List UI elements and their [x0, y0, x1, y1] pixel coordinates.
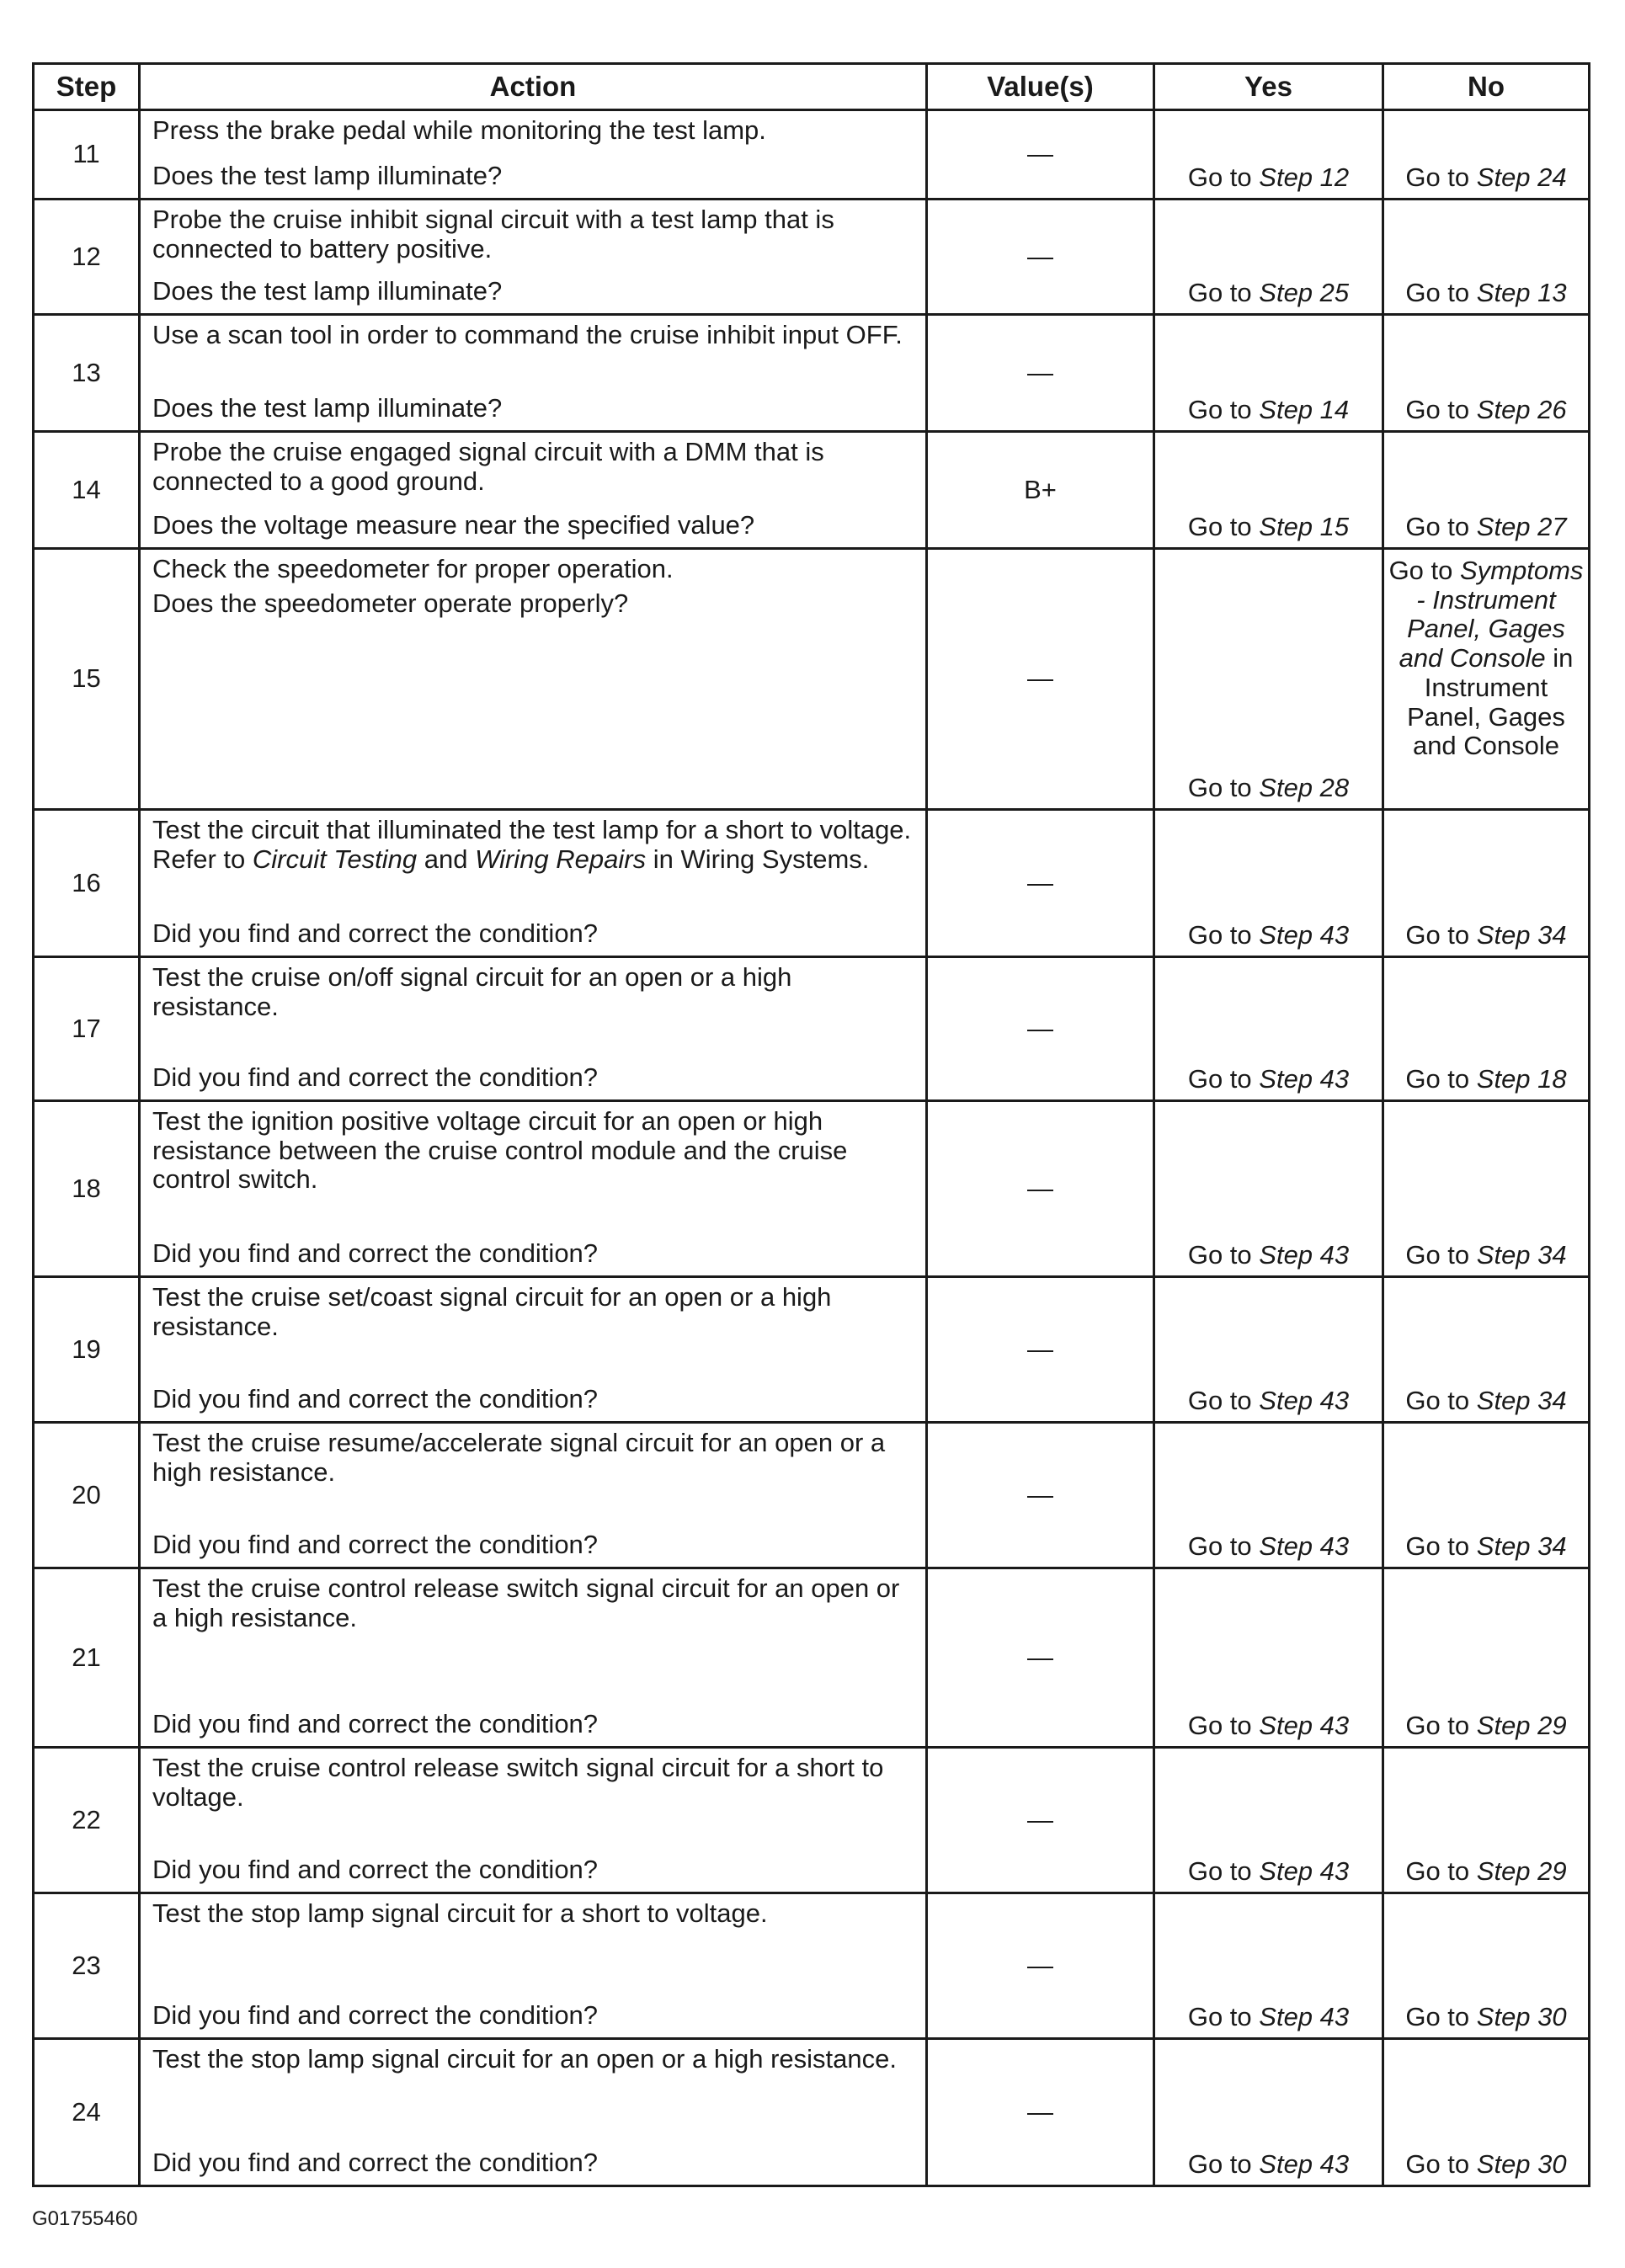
goto-prefix: Go to: [1187, 395, 1260, 425]
yes-cell: [1154, 1748, 1383, 1893]
action-cell: [140, 432, 927, 549]
table-header-row: [34, 64, 1590, 110]
goto-step-link[interactable]: Step 30: [1476, 2149, 1567, 2180]
goto-step-link[interactable]: Step 12: [1259, 162, 1350, 193]
action-cell: [140, 315, 927, 432]
table-row: [34, 315, 1590, 432]
step-number: 16: [34, 810, 140, 957]
action-text: [152, 816, 917, 874]
yes-cell: [1154, 549, 1383, 810]
table-row: [34, 1101, 1590, 1277]
goto-prefix: Go to: [1405, 1711, 1477, 1741]
step-number: 14: [34, 432, 140, 549]
table-row: [34, 957, 1590, 1101]
goto-prefix: Go to: [1405, 1240, 1477, 1270]
action-text: Probe the cruise engaged signal circuit with a DMM that is connected to a good ground.: [152, 437, 824, 496]
goto-step-link[interactable]: Step 43: [1259, 1240, 1350, 1270]
goto-step-link[interactable]: Step 15: [1259, 512, 1350, 542]
action-text: Press the brake pedal while monitoring the test lamp.: [152, 115, 766, 145]
step-number: 13: [34, 315, 140, 432]
goto-prefix: Go to: [1187, 1240, 1260, 1270]
header-yes: Yes: [1154, 64, 1383, 110]
goto-step-link[interactable]: Step 24: [1476, 162, 1567, 193]
action-cell: [140, 1893, 927, 2039]
action-cell: [140, 1277, 927, 1423]
value-cell: —: [927, 315, 1154, 432]
goto-step-link[interactable]: Step 29: [1476, 1711, 1567, 1741]
no-cell: [1383, 200, 1590, 315]
value-cell: —: [927, 1748, 1154, 1893]
goto-step-link[interactable]: Step 27: [1476, 512, 1567, 542]
goto-prefix: Go to: [1187, 920, 1260, 950]
no-cell: [1383, 1893, 1590, 2039]
goto-prefix: Go to: [1187, 1711, 1260, 1741]
header-no: No: [1383, 64, 1590, 110]
action-text: Test the cruise control release switch signal circuit for an open or a high resistance.: [152, 1573, 900, 1632]
goto-prefix: Go to: [1187, 512, 1260, 542]
goto-middle: in: [1545, 643, 1574, 673]
no-cell: [1383, 1101, 1590, 1277]
action-text: Test the ignition positive voltage circuit for an open or high resistance between the cruise control module and the cruise control switch.: [152, 1106, 848, 1195]
action-question: Did you find and correct the condition?: [152, 918, 599, 949]
symptoms-link[interactable]: Symptoms - Instrument Panel, Gages and Console: [1399, 556, 1584, 673]
manual-section: Instrument Panel, Gages and Console: [1407, 672, 1565, 761]
action-question: Did you find and correct the condition?: [152, 2000, 599, 2031]
action-question: Did you find and correct the condition?: [152, 1855, 599, 1885]
action-cell: [140, 110, 927, 200]
goto-prefix: Go to: [1405, 2149, 1477, 2180]
goto-step-link[interactable]: Step 43: [1259, 1386, 1350, 1416]
step-number: 12: [34, 200, 140, 315]
action-cell: [140, 1101, 927, 1277]
step-number: 23: [34, 1893, 140, 2039]
yes-cell: [1154, 432, 1383, 549]
goto-prefix: Go to: [1187, 1531, 1260, 1562]
goto-prefix: Go to: [1405, 512, 1477, 542]
no-cell: [1383, 1277, 1590, 1423]
action-question: Does the voltage measure near the specified value?: [152, 510, 755, 540]
goto-prefix: Go to: [1405, 1531, 1477, 1562]
no-cell: [1383, 1568, 1590, 1748]
action-text: Test the cruise control release switch signal circuit for a short to voltage.: [152, 1753, 884, 1812]
goto-step-link[interactable]: Step 34: [1476, 1386, 1567, 1416]
goto-step-link[interactable]: Step 43: [1259, 1531, 1350, 1562]
yes-cell: [1154, 110, 1383, 200]
yes-cell: [1154, 1423, 1383, 1568]
no-cell: [1383, 432, 1590, 549]
yes-cell: [1154, 957, 1383, 1101]
action-text: Probe the cruise inhibit signal circuit with a test lamp that is connected to battery positive.: [152, 205, 834, 264]
step-number: 20: [34, 1423, 140, 1568]
table-row: [34, 810, 1590, 957]
header-values: Value(s): [927, 64, 1154, 110]
action-text: Test the stop lamp signal circuit for an open or a high resistance.: [152, 2044, 897, 2074]
value-cell: —: [927, 200, 1154, 315]
no-cell: [1383, 810, 1590, 957]
goto-prefix: Go to: [1388, 556, 1460, 585]
goto-prefix: Go to: [1405, 162, 1477, 193]
action-text-part: Test the circuit that illuminated the test lamp for a short to voltage. Refer to: [152, 815, 912, 874]
value-cell: —: [927, 110, 1154, 200]
yes-cell: [1154, 200, 1383, 315]
table-row: [34, 1568, 1590, 1748]
goto-step-link[interactable]: Step 28: [1259, 773, 1350, 803]
table-row: [34, 1893, 1590, 2039]
action-question: Did you find and correct the condition?: [152, 2148, 599, 2178]
header-action: Action: [140, 64, 927, 110]
value-cell: —: [927, 1568, 1154, 1748]
action-text: Test the cruise on/off signal circuit for an open or a high resistance.: [152, 962, 792, 1021]
goto-step-link[interactable]: Step 43: [1259, 920, 1350, 950]
goto-step-link[interactable]: Step 30: [1476, 2002, 1567, 2032]
no-cell: [1383, 549, 1590, 810]
step-number: 17: [34, 957, 140, 1101]
step-number: 22: [34, 1748, 140, 1893]
no-cell: [1383, 1423, 1590, 1568]
table-row: [34, 549, 1590, 810]
table-row: [34, 110, 1590, 200]
action-question: Does the test lamp illuminate?: [152, 393, 503, 423]
table-row: [34, 1748, 1590, 1893]
goto-prefix: Go to: [1405, 1064, 1477, 1094]
action-text: Test the cruise set/coast signal circuit for an open or a high resistance.: [152, 1282, 832, 1341]
action-question: Does the test lamp illuminate?: [152, 161, 503, 191]
value-cell: —: [927, 1423, 1154, 1568]
goto-step-link[interactable]: Step 13: [1476, 278, 1567, 308]
goto-prefix: Go to: [1405, 1856, 1477, 1887]
value-cell: —: [927, 1101, 1154, 1277]
yes-cell: [1154, 315, 1383, 432]
value-cell: B+: [927, 432, 1154, 549]
action-cell: [140, 1748, 927, 1893]
no-cell: [1383, 2039, 1590, 2186]
action-question: Did you find and correct the condition?: [152, 1709, 599, 1739]
yes-cell: [1154, 1893, 1383, 2039]
goto-step-link[interactable]: Step 34: [1476, 1240, 1567, 1270]
goto-prefix: Go to: [1187, 162, 1260, 193]
step-number: 19: [34, 1277, 140, 1423]
no-cell: [1383, 315, 1590, 432]
value-cell: —: [927, 957, 1154, 1101]
action-text: Test the stop lamp signal circuit for a short to voltage.: [152, 1898, 768, 1928]
action-cell: [140, 1423, 927, 1568]
goto-prefix: Go to: [1405, 1386, 1477, 1416]
goto-step-link[interactable]: Step 43: [1259, 2002, 1350, 2032]
step-number: 18: [34, 1101, 140, 1277]
action-question: Does the test lamp illuminate?: [152, 276, 503, 306]
goto-step-link[interactable]: Step 26: [1476, 395, 1567, 425]
step-number: 15: [34, 549, 140, 810]
goto-step-link[interactable]: Step 14: [1259, 395, 1350, 425]
no-cell: [1383, 957, 1590, 1101]
value-cell: —: [927, 2039, 1154, 2186]
action-question: Did you find and correct the condition?: [152, 1062, 599, 1093]
table-row: [34, 1423, 1590, 1568]
circuit-testing-link[interactable]: Circuit Testing: [252, 844, 418, 874]
action-cell: [140, 810, 927, 957]
yes-cell: [1154, 1277, 1383, 1423]
goto-prefix: Go to: [1405, 2002, 1477, 2032]
action-question: Does the speedometer operate properly?: [152, 588, 629, 618]
goto-prefix: Go to: [1187, 773, 1260, 803]
action-text-part: and: [417, 844, 476, 874]
action-question: Did you find and correct the condition?: [152, 1530, 599, 1560]
table-row: [34, 432, 1590, 549]
action-question: Did you find and correct the condition?: [152, 1384, 599, 1414]
action-cell: [140, 200, 927, 315]
action-text: Use a scan tool in order to command the cruise inhibit input OFF.: [152, 320, 903, 349]
goto-prefix: Go to: [1187, 1064, 1260, 1094]
figure-id: G01755460: [32, 2207, 138, 2230]
action-cell: [140, 549, 927, 810]
diagnostic-table: [32, 62, 1590, 2187]
table-row: [34, 200, 1590, 315]
goto-step-link[interactable]: Step 34: [1476, 920, 1567, 950]
action-text: Check the speedometer for proper operation.: [152, 554, 674, 583]
goto-prefix: Go to: [1187, 2149, 1260, 2180]
goto-step-link[interactable]: Step 29: [1476, 1856, 1567, 1887]
goto-step-link[interactable]: Step 34: [1476, 1531, 1567, 1562]
step-number: 24: [34, 2039, 140, 2186]
wiring-repairs-link[interactable]: Wiring Repairs: [475, 844, 647, 874]
action-cell: [140, 2039, 927, 2186]
goto-step-link[interactable]: Step 43: [1259, 1711, 1350, 1741]
value-cell: —: [927, 1277, 1154, 1423]
goto-prefix: Go to: [1405, 278, 1477, 308]
no-cell: [1383, 1748, 1590, 1893]
action-question: Did you find and correct the condition?: [152, 1238, 599, 1269]
goto-step-link[interactable]: Step 25: [1259, 278, 1350, 308]
goto-step-link[interactable]: Step 43: [1259, 1064, 1350, 1094]
table-row: [34, 2039, 1590, 2186]
action-text: Test the cruise resume/accelerate signal circuit for an open or a high resistance.: [152, 1428, 886, 1487]
goto-step-link[interactable]: Step 43: [1259, 1856, 1350, 1887]
yes-cell: [1154, 1568, 1383, 1748]
value-cell: —: [927, 1893, 1154, 2039]
goto-prefix: Go to: [1187, 1856, 1260, 1887]
goto-prefix: Go to: [1405, 920, 1477, 950]
goto-prefix: Go to: [1187, 1386, 1260, 1416]
action-cell: [140, 957, 927, 1101]
yes-cell: [1154, 810, 1383, 957]
goto-step-link[interactable]: Step 43: [1259, 2149, 1350, 2180]
goto-step-link[interactable]: Step 18: [1476, 1064, 1567, 1094]
value-cell: —: [927, 810, 1154, 957]
step-number: 21: [34, 1568, 140, 1748]
step-number: 11: [34, 110, 140, 200]
yes-cell: [1154, 1101, 1383, 1277]
yes-cell: [1154, 2039, 1383, 2186]
goto-prefix: Go to: [1405, 395, 1477, 425]
header-step: Step: [34, 64, 140, 110]
table-row: [34, 1277, 1590, 1423]
goto-prefix: Go to: [1187, 278, 1260, 308]
no-cell: [1383, 110, 1590, 200]
action-cell: [140, 1568, 927, 1748]
value-cell: —: [927, 549, 1154, 810]
action-text-part: in Wiring Systems.: [646, 844, 870, 874]
goto-prefix: Go to: [1187, 2002, 1260, 2032]
